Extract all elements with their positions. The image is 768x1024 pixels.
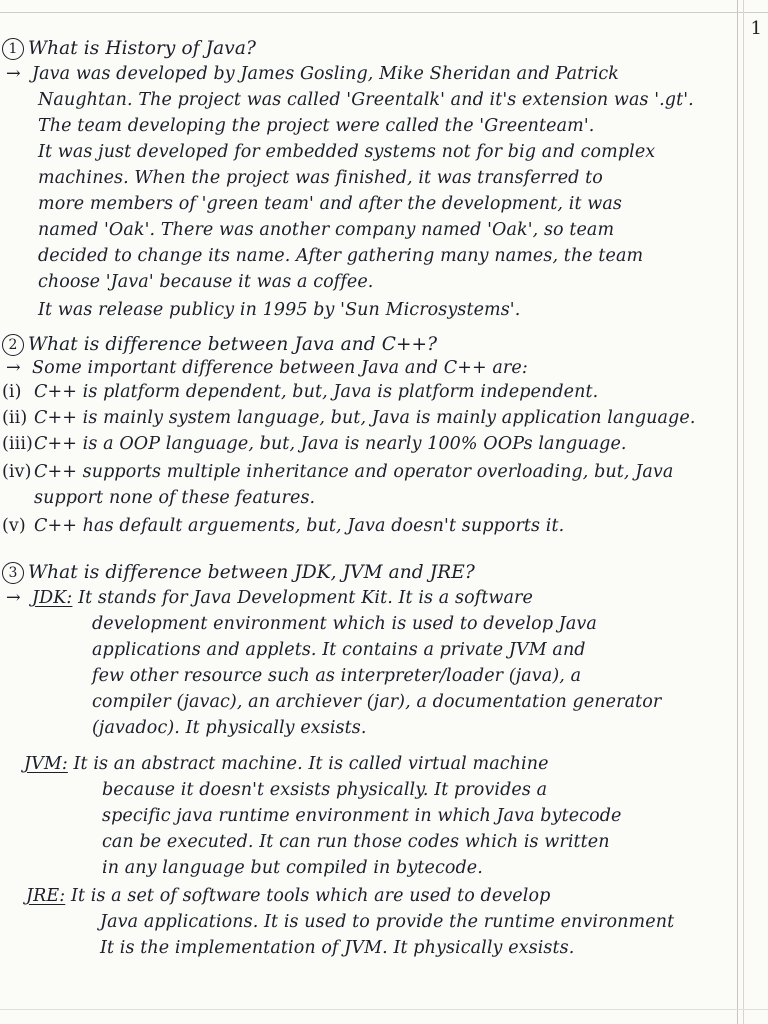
list-item xyxy=(2,462,673,482)
list-text: C++ supports multiple inheritance and operator overloading, but, Java xyxy=(34,462,674,482)
question-3 xyxy=(2,562,475,584)
term-label: JRE: xyxy=(26,886,66,906)
answer-line: It was just developed for embedded systems not for big and complex xyxy=(38,142,656,162)
term-label: JDK: xyxy=(32,588,73,608)
question-text: What is History of Java? xyxy=(28,38,256,59)
term-text: It stands for Java Development Kit. It is a software xyxy=(78,588,533,608)
question-text: What is difference between Java and C++? xyxy=(28,334,438,355)
list-text: C++ has default arguements, but, Java doesn't supports it. xyxy=(34,516,565,536)
term-row xyxy=(6,588,533,608)
question-number: 2 xyxy=(2,334,24,356)
term-text: compiler (javac), an archiever (jar), a documentation generator xyxy=(92,692,662,712)
term-text: (javadoc). It physically exsists. xyxy=(92,718,367,738)
term-text: specific java runtime environment in which Java bytecode xyxy=(102,806,622,826)
top-margin-rule xyxy=(0,12,768,13)
question-1 xyxy=(2,38,256,60)
term-row xyxy=(26,886,550,906)
answer-line: decided to change its name. After gathering many names, the team xyxy=(38,246,644,266)
list-marker: (iii) xyxy=(2,434,33,454)
term-text: because it doesn't exsists physically. It provides a xyxy=(102,780,548,800)
answer-text: Java was developed by James Gosling, Mike Sheridan and Patrick xyxy=(32,64,620,84)
answer-text: Some important difference between Java and C++ are: xyxy=(32,358,528,378)
term-text: development environment which is used to develop Java xyxy=(92,614,597,634)
term-text: applications and applets. It contains a private JVM and xyxy=(92,640,586,660)
answer-line: more members of 'green team' and after the development, it was xyxy=(38,194,622,214)
list-item xyxy=(2,382,598,402)
list-text: C++ is a OOP language, but, Java is nearly 100% OOPs language. xyxy=(34,434,627,454)
answer-line: The team developing the project were called the 'Greenteam'. xyxy=(38,116,595,136)
list-text: C++ is mainly system language, but, Java is mainly application language. xyxy=(34,408,696,428)
list-text: C++ is platform dependent, but, Java is platform independent. xyxy=(34,382,599,402)
question-number: 1 xyxy=(2,38,24,60)
list-marker: (iv) xyxy=(2,462,32,482)
term-row xyxy=(24,754,549,774)
term-text: It is a set of software tools which are used to develop xyxy=(70,886,551,906)
list-item xyxy=(2,434,627,454)
right-margin-rule xyxy=(743,0,744,1024)
answer-line xyxy=(6,358,528,378)
answer-line xyxy=(6,64,619,84)
question-text: What is difference between JDK, JVM and JRE? xyxy=(28,562,475,583)
list-marker: (v) xyxy=(2,516,26,536)
arrow-icon: → xyxy=(6,588,21,608)
term-text: in any language but compiled in bytecode. xyxy=(102,858,483,878)
list-marker: (ii) xyxy=(2,408,28,428)
arrow-icon: → xyxy=(6,358,21,378)
term-text: can be executed. It can run those codes which is written xyxy=(102,832,610,852)
answer-line: It was release publicy in 1995 by 'Sun Microsystems'. xyxy=(38,300,521,320)
arrow-icon: → xyxy=(6,64,21,84)
list-text: support none of these features. xyxy=(34,488,316,508)
question-2 xyxy=(2,334,437,356)
list-item xyxy=(2,408,695,428)
question-number: 3 xyxy=(2,562,24,584)
bottom-margin-rule xyxy=(0,1009,768,1010)
list-item xyxy=(2,516,564,536)
answer-line: choose 'Java' because it was a coffee. xyxy=(38,272,374,292)
term-text: few other resource such as interpreter/loader (java), a xyxy=(92,666,582,686)
answer-line: named 'Oak'. There was another company named 'Oak', so team xyxy=(38,220,615,240)
answer-line: Naughtan. The project was called 'Greentalk' and it's extension was '.gt'. xyxy=(38,90,694,110)
page-number: 1 xyxy=(750,18,762,39)
term-text: It is the implementation of JVM. It physically exsists. xyxy=(100,938,575,958)
answer-line: machines. When the project was finished, it was transferred to xyxy=(38,168,603,188)
list-marker: (i) xyxy=(2,382,22,402)
term-label: JVM: xyxy=(24,754,68,774)
term-text: Java applications. It is used to provide the runtime environment xyxy=(100,912,675,932)
term-text: It is an abstract machine. It is called virtual machine xyxy=(73,754,549,774)
